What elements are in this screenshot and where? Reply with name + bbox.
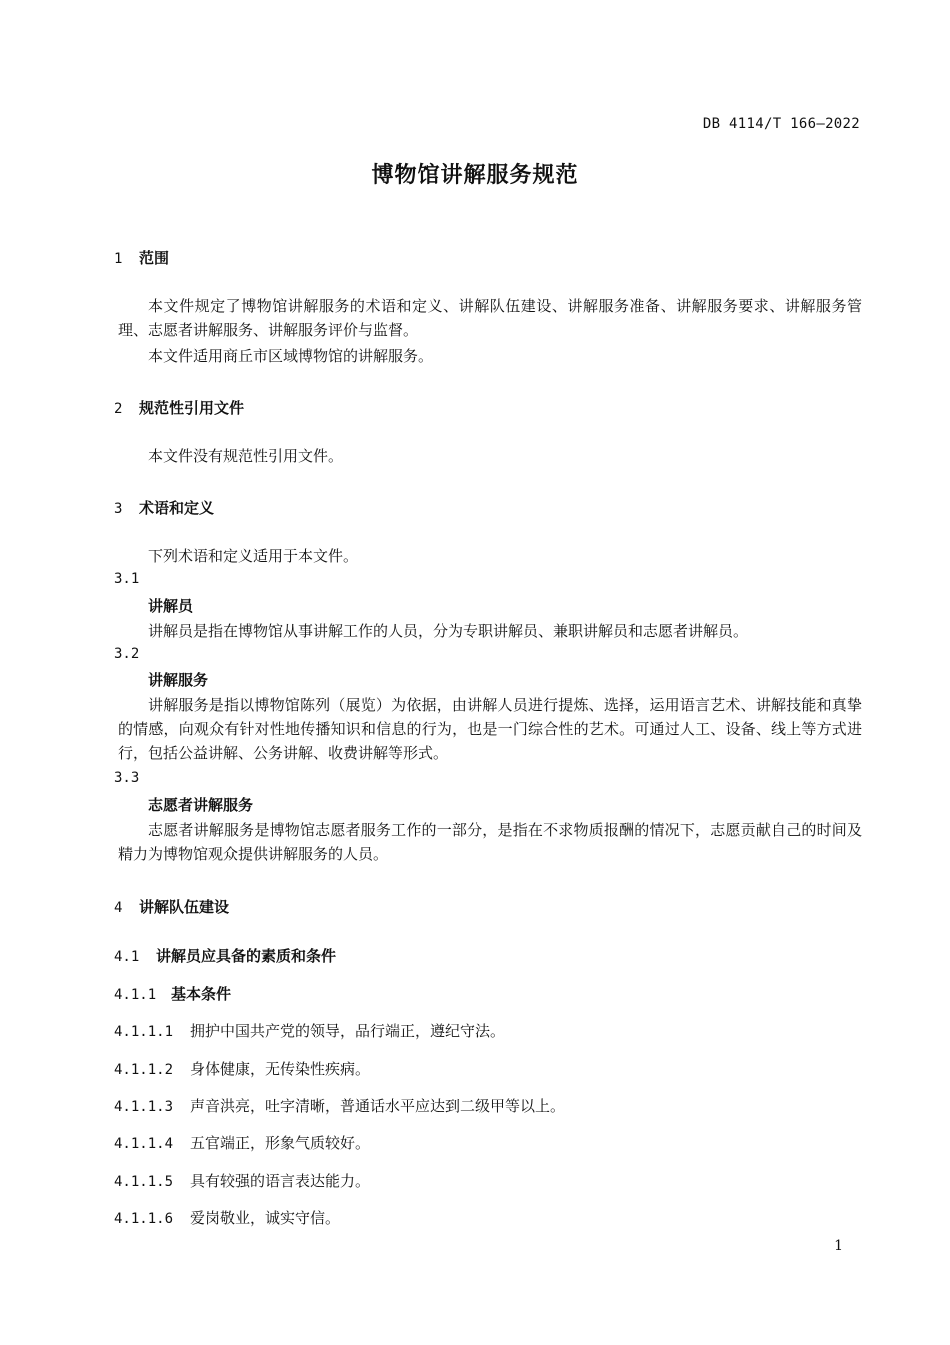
subsection-4-1-heading (114, 945, 336, 966)
clause-text: 具有较强的语言表达能力。 (190, 1172, 371, 1190)
section-2-heading (114, 397, 244, 418)
clause-item (114, 1132, 370, 1153)
paragraph: 下列术语和定义适用于本文件。 (148, 547, 359, 565)
clause-item (114, 1095, 565, 1116)
term-name: 志愿者讲解服务 (148, 796, 254, 814)
subsection-4-1-1-heading (114, 983, 231, 1004)
clause-item (114, 1170, 370, 1191)
section-3-heading (114, 497, 214, 518)
clause-number: 4.1.1.2 (114, 1062, 174, 1078)
page-number: 1 (834, 1238, 843, 1254)
paragraph: 本文件没有规范性引用文件。 (148, 447, 344, 465)
subsection-title: 基本条件 (171, 985, 232, 1003)
clause-item (114, 1058, 370, 1079)
term-number: 3.3 (114, 770, 140, 786)
section-title: 范围 (139, 249, 170, 267)
clause-text: 身体健康，无传染性疾病。 (190, 1060, 371, 1078)
clause-number: 4.1.1.1 (114, 1024, 174, 1040)
section-title: 术语和定义 (139, 499, 215, 517)
section-number: 2 (114, 401, 123, 417)
clause-text: 拥护中国共产党的领导，品行端正，遵纪守法。 (190, 1022, 506, 1040)
document-title: 博物馆讲解服务规范 (371, 163, 579, 188)
clause-text: 声音洪亮，吐字清晰，普通话水平应达到二级甲等以上。 (190, 1097, 566, 1115)
term-name: 讲解员 (148, 597, 194, 615)
clause-number: 4.1.1.4 (114, 1136, 174, 1152)
clause-number: 4.1.1.3 (114, 1099, 174, 1115)
section-title: 规范性引用文件 (139, 399, 245, 417)
term-definition: 志愿者讲解服务是博物馆志愿者服务工作的一部分，是指在不求物质报酬的情况下，志愿贡献自己的时间及精力为博物馆观众提供讲解服务的人员。 (118, 821, 862, 863)
subsection-number: 4.1 (114, 949, 140, 965)
clause-item (114, 1207, 340, 1228)
subsection-number: 4.1.1 (114, 987, 157, 1003)
paragraph: 本文件规定了博物馆讲解服务的术语和定义、讲解队伍建设、讲解服务准备、讲解服务要求、讲解服务管理、志愿者讲解服务、讲解服务评价与监督。 (118, 297, 862, 339)
clause-item (114, 1020, 505, 1041)
subsection-title: 讲解员应具备的素质和条件 (156, 947, 337, 965)
clause-text: 五官端正，形象气质较好。 (190, 1134, 371, 1152)
clause-number: 4.1.1.5 (114, 1174, 174, 1190)
clause-number: 4.1.1.6 (114, 1211, 174, 1227)
term-name: 讲解服务 (148, 671, 209, 689)
section-number: 4 (114, 900, 123, 916)
section-title: 讲解队伍建设 (139, 898, 230, 916)
section-number: 3 (114, 501, 123, 517)
document-code: DB 4114/T 166—2022 (702, 116, 860, 132)
term-number: 3.2 (114, 646, 140, 662)
clause-text: 爱岗敬业，诚实守信。 (190, 1209, 341, 1227)
section-4-heading (114, 896, 229, 917)
section-1-heading (114, 247, 169, 268)
term-number: 3.1 (114, 571, 140, 587)
term-definition: 讲解服务是指以博物馆陈列（展览）为依据，由讲解人员进行提炼、选择，运用语言艺术、讲解技能和真挚的情感，向观众有针对性地传播知识和信息的行为，也是一门综合性的艺术。可通过人工、设备、线上等方式进行，包括公益讲解、公务讲解、收费讲解等形式。 (118, 696, 862, 762)
paragraph: 本文件适用商丘市区域博物馆的讲解服务。 (148, 347, 434, 365)
section-number: 1 (114, 251, 123, 267)
term-definition: 讲解员是指在博物馆从事讲解工作的人员，分为专职讲解员、兼职讲解员和志愿者讲解员。 (148, 622, 749, 640)
